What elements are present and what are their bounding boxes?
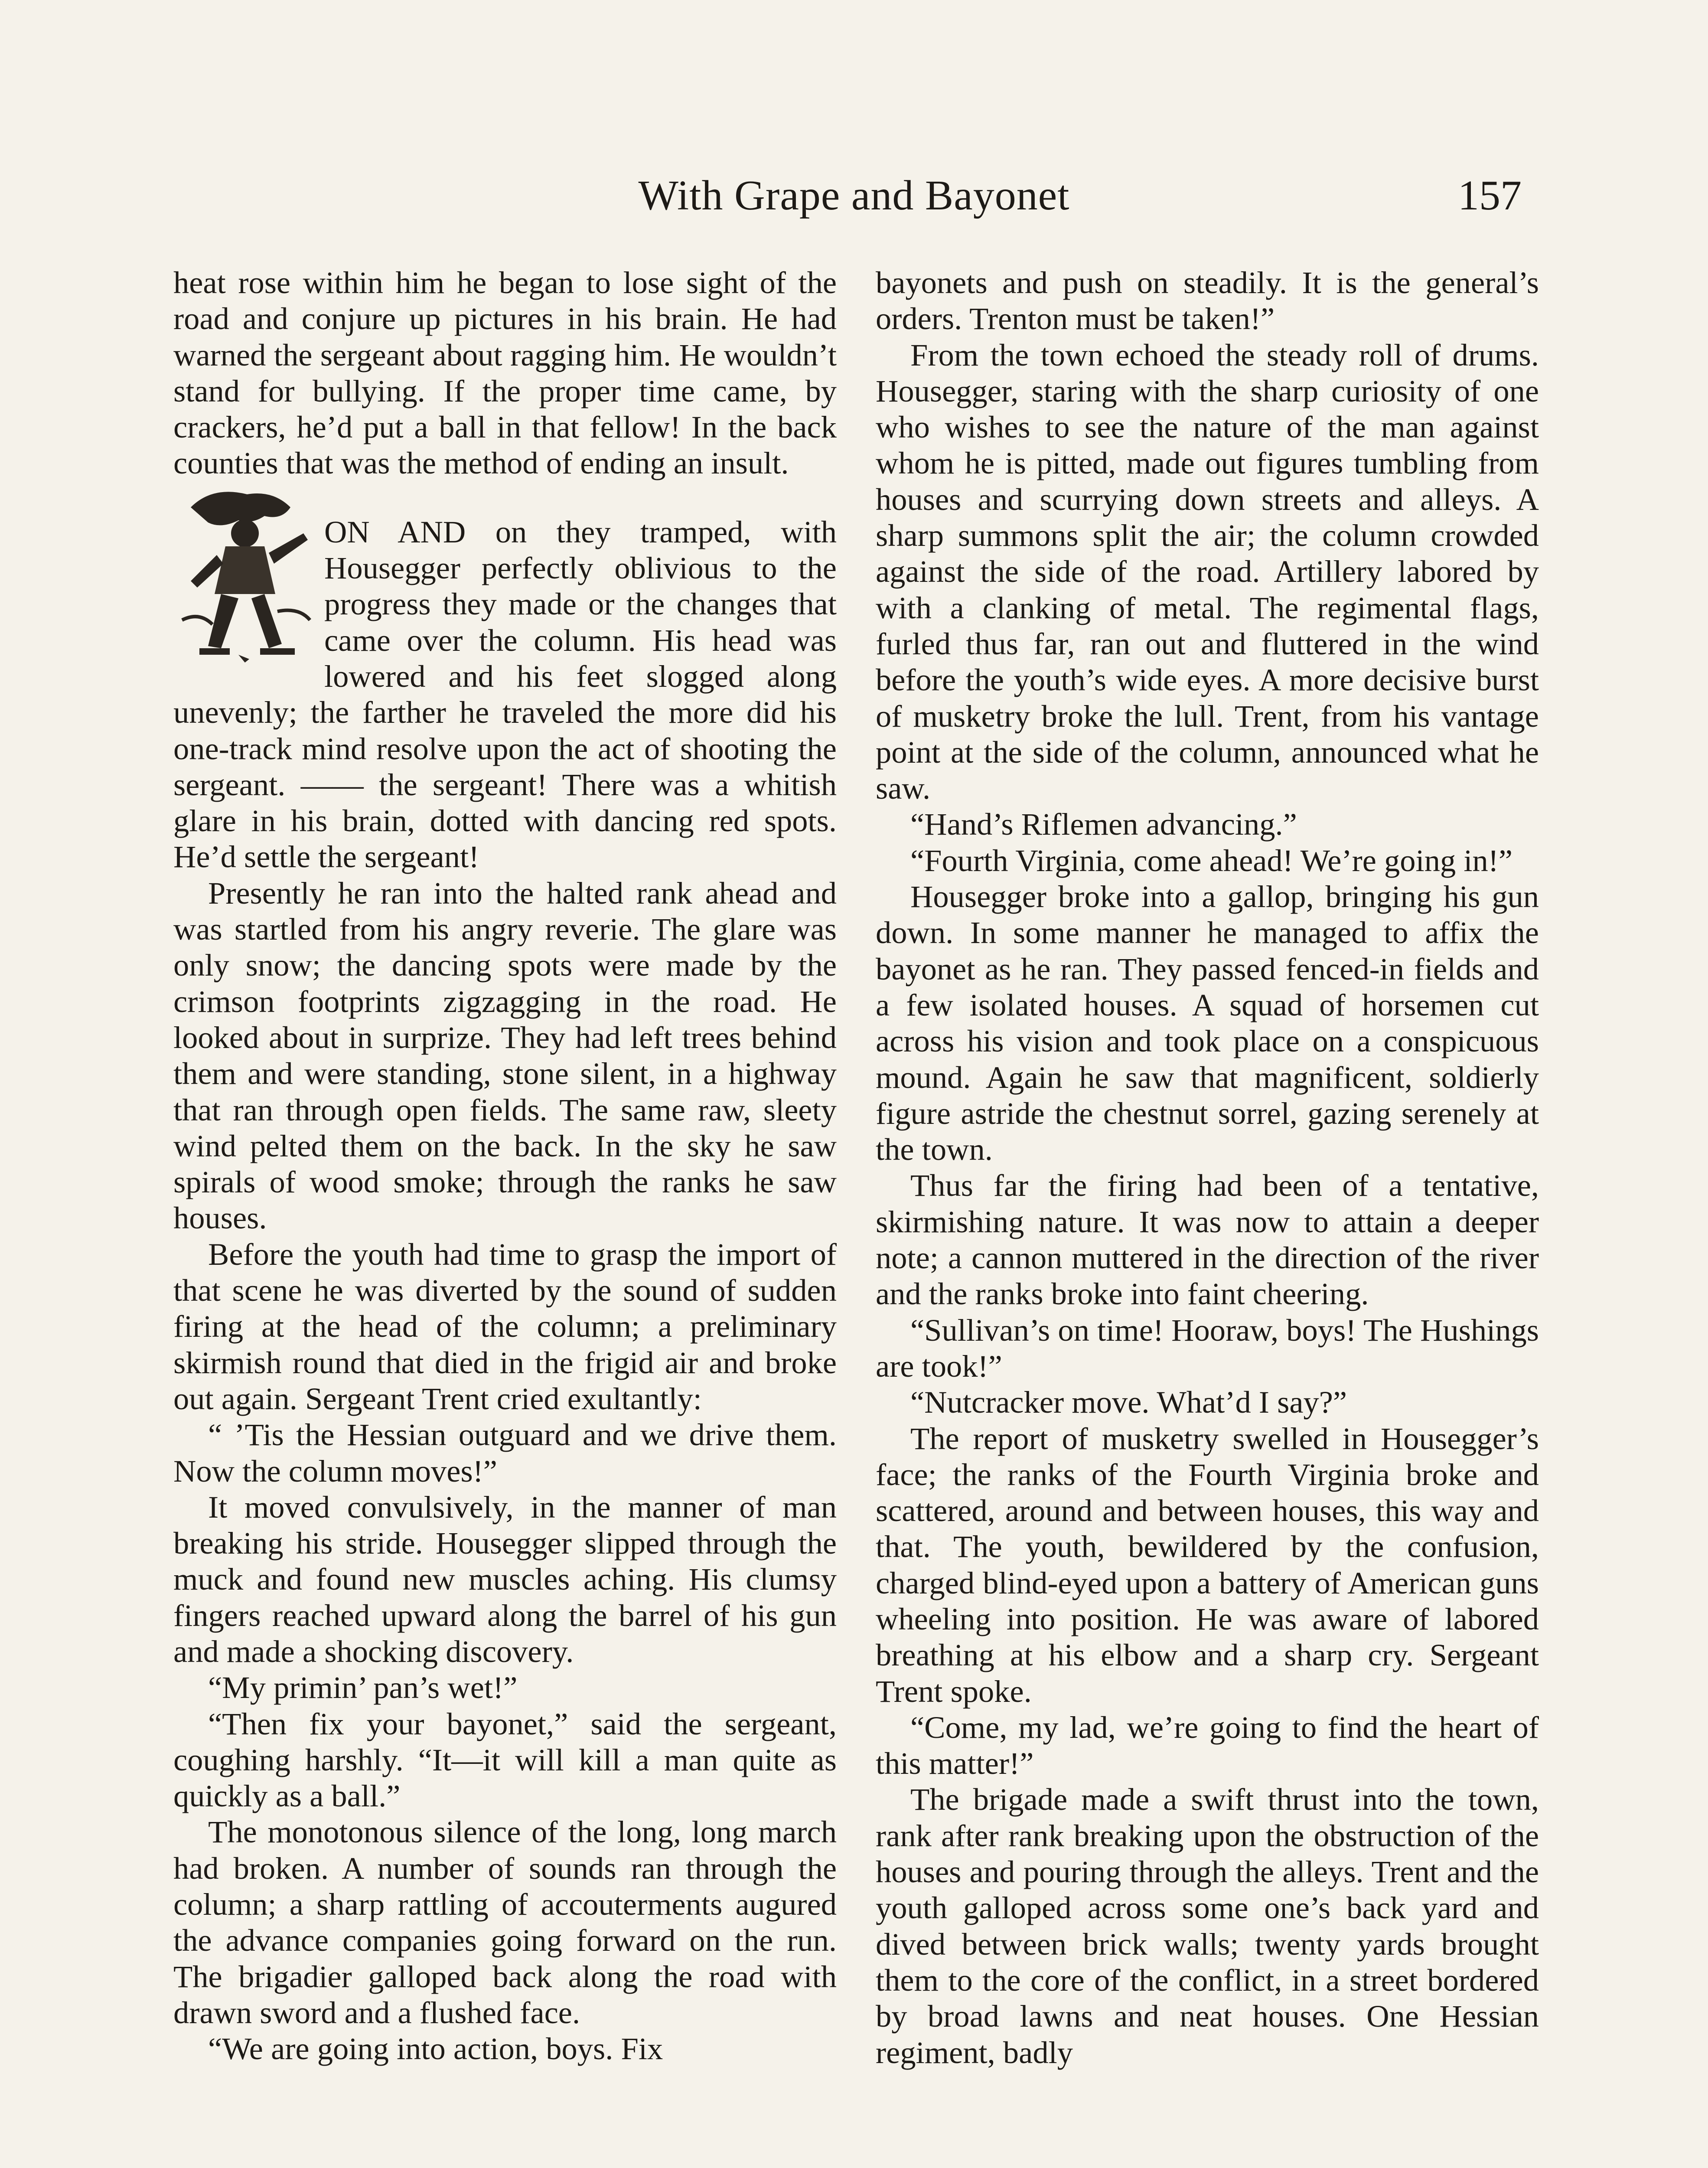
paragraph: “My primin’ pan’s wet!” xyxy=(208,1670,518,1705)
paragraph: bayonets and push on steadily. It is the general’s orders. Trenton must be taken!” xyxy=(876,265,1539,336)
paragraph: Housegger broke into a gallop, bringing his gun down. In some manner he managed to affix the bayonet as he ran. They passed fenced-in fields and a few isolated houses. A squad of horsemen cut across his vision and took place on a conspicuous mound. Again he saw that magnificent, soldierly figure astride the chestnut sorrel, gazing serenely at the town. xyxy=(876,879,1539,1167)
paragraph: “Sullivan’s on time! Hooraw, boys! The Hushings are took!” xyxy=(876,1312,1539,1384)
running-title: With Grape and Bayonet xyxy=(638,172,1070,219)
page-number: 157 xyxy=(1458,172,1522,219)
paragraph: “Then fix your bayonet,” said the sergeant, coughing harshly. “It—it will kill a man quite as quickly as a ball.” xyxy=(173,1706,837,1814)
paragraph: ON AND on they tramped, with Housegger perfectly oblivious to the progress they made or the changes that came over the column. His head was lowered and his feet slogged along unevenly; the farther he traveled the more did his one-track mind resolve upon the act of shooting the sergeant. —— the sergeant! There was a whitish glare in his brain, dotted with dancing red spots. He’d settle the sergeant! xyxy=(173,514,837,875)
soldier-vignette-icon xyxy=(173,481,316,663)
paragraph: “Hand’s Riflemen advancing.” xyxy=(910,806,1297,842)
paragraph: “Nutcracker move. What’d I say?” xyxy=(910,1384,1347,1420)
paragraph: The report of musketry swelled in Housegger’s face; the ranks of the Fourth Virginia broke and scattered, around and between houses, this way and that. The youth, bewildered by the confusion, charged blind-eyed upon a battery of American guns wheeling into position. He was aware of labored breathing at his elbow and a sharp cry. Sergeant Trent spoke. xyxy=(876,1420,1539,1709)
right-column xyxy=(876,264,1539,2168)
paragraph: It moved convulsively, in the manner of man breaking his stride. Housegger slipped through the muck and found new muscles aching. His clumsy fingers reached upward along the barrel of his gun and made a shocking discovery. xyxy=(173,1489,837,1669)
paragraph: From the town echoed the steady roll of drums. Housegger, staring with the sharp curiosity of one who wishes to see the nature of the man against whom he is pitted, made out figures tumbling from houses and scurrying down streets and alleys. A sharp summons split the air; the column crowded against the side of the road. Artillery labored by with a clanking of metal. The regimental flags, furled thus far, ran out and fluttered in the wind before the youth’s wide eyes. A more decisive burst of musketry broke the lull. Trent, from his vantage point at the side of the column, announced what he saw. xyxy=(876,337,1539,806)
paragraph: “ ’Tis the Hessian outguard and we drive them. Now the column moves!” xyxy=(173,1417,837,1489)
paragraph: “Come, my lad, we’re going to find the heart of this matter!” xyxy=(876,1709,1539,1781)
paragraph: “We are going into action, boys. Fix xyxy=(208,2031,663,2067)
paragraph: Before the youth had time to grasp the import of that scene he was diverted by the sound of sudden firing at the head of the column; a preliminary skirmish round that died in the frigid air and broke out again. Sergeant Trent cried exultantly: xyxy=(173,1236,837,1416)
paragraph: The monotonous silence of the long, long march had broken. A number of sounds ran through the column; a sharp rattling of accouterments augured the advance companies going forward on the run. The brigadier galloped back along the road with drawn sword and a flushed face. xyxy=(173,1814,837,2030)
paragraph: heat rose within him he began to lose sight of the road and conjure up pictures in his brain. He had warned the sergeant about ragging him. He wouldn’t stand for bullying. If the proper time came, by crackers, he’d put a ball in that fellow! In the back counties that was the method of ending an insult. xyxy=(173,265,837,481)
paragraph: Presently he ran into the halted rank ahead and was startled from his angry reverie. The glare was only snow; the dancing spots were made by the crimson footprints zigzagging in the road. He looked about in surprize. They had left trees behind them and were standing, stone silent, in a highway that ran through open fields. The same raw, sleety wind pelted them on the back. In the sky he saw spirals of wood smoke; through the ranks he saw houses. xyxy=(173,875,837,1236)
paragraph: “Fourth Virginia, come ahead! We’re going in!” xyxy=(910,842,1513,878)
left-column xyxy=(173,264,837,2168)
paragraph: The brigade made a swift thrust into the town, rank after rank breaking upon the obstruction of the houses and pouring through the alleys. Trent and the youth galloped across some one’s back yard and dived between brick walls; twenty yards brought them to the core of the conflict, in a street bordered by broad lawns and neat houses. One Hessian regiment, badly xyxy=(876,1782,1539,2070)
paragraph: Thus far the firing had been of a tentative, skirmishing nature. It was now to attain a deeper note; a cannon muttered in the direction of the river and the ranks broke into faint cheering. xyxy=(876,1168,1539,1312)
